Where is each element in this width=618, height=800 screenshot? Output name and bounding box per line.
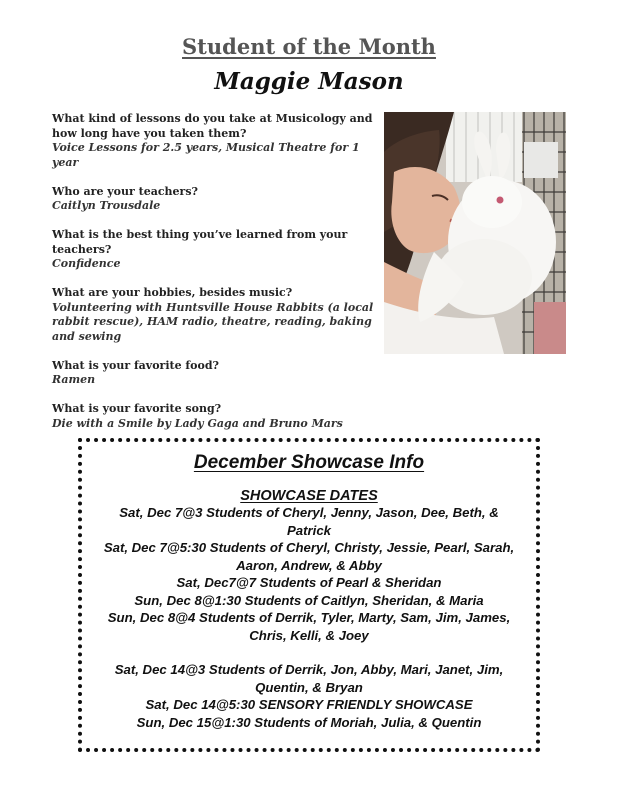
student-name: Maggie Mason: [214, 68, 404, 95]
interview-question: Who are your teachers?: [52, 184, 198, 198]
interview-answer: Confidence: [52, 257, 121, 270]
showcase-dates-heading: SHOWCASE DATES: [240, 488, 378, 504]
interview-answer: Voice Lessons for 2.5 years, Musical Theatre for 1 year: [52, 141, 360, 169]
interview-item: [52, 112, 377, 170]
interview-question: What are your hobbies, besides music?: [52, 286, 293, 299]
interview-item: [52, 402, 377, 431]
interview-item: [52, 228, 377, 272]
showcase-date-line: Sat, Dec7@7 Students of Pearl & Sheridan: [176, 575, 442, 590]
interview-question: What is the best thing you’ve learned from your teachers?: [52, 228, 348, 256]
showcase-date-line: Sat, Dec 14@3 Students of Derrik, Jon, Abby, Mari, Janet, Jim, Quentin, & Bryan: [114, 662, 504, 695]
interview-answer: Die with a Smile by Lady Gaga and Bruno Mars: [52, 416, 343, 430]
showcase-date-line: Sat, Dec 14@5:30 SENSORY FRIENDLY SHOWCASE: [145, 697, 473, 712]
showcase-date-line: Sun, Dec 8@4 Students of Derrik, Tyler, Marty, Sam, Jim, James, Chris, Kelli, & Joey: [107, 610, 511, 643]
interview-question: What is your favorite food?: [52, 358, 219, 372]
page-title: Student of the Month: [182, 34, 436, 59]
interview-answer: Volunteering with Huntsville House Rabbits (a local rabbit rescue), HAM radio, theatre, reading, baking and sewing: [52, 300, 374, 343]
interview-answer: Ramen: [52, 373, 96, 386]
showcase-title: December Showcase Info: [193, 452, 425, 473]
showcase-date-line: Sun, Dec 15@1:30 Students of Moriah, Julia, & Quentin: [136, 714, 482, 730]
interview-item: [52, 359, 377, 388]
interview-section: [52, 112, 377, 446]
showcase-date-line: Sat, Dec 7@3 Students of Cheryl, Jenny, Jason, Dee, Beth, & Patrick: [119, 505, 499, 538]
showcase-date-line: Sat, Dec 7@5:30 Students of Cheryl, Christy, Jessie, Pearl, Sarah, Aaron, Andrew, & Abby: [103, 540, 515, 573]
interview-item: [52, 286, 377, 344]
showcase-info-box: [78, 438, 540, 752]
interview-question: What kind of lessons do you take at Musicology and how long have you taken them?: [52, 112, 373, 140]
spacer: [82, 644, 536, 661]
student-with-rabbit-photo: [384, 112, 566, 354]
interview-question: What is your favorite song?: [52, 402, 222, 415]
interview-answer: Caitlyn Trousdale: [52, 199, 161, 212]
showcase-date-line: Sun, Dec 8@1:30 Students of Caitlyn, Sheridan, & Maria: [134, 592, 484, 608]
interview-item: [52, 185, 377, 214]
